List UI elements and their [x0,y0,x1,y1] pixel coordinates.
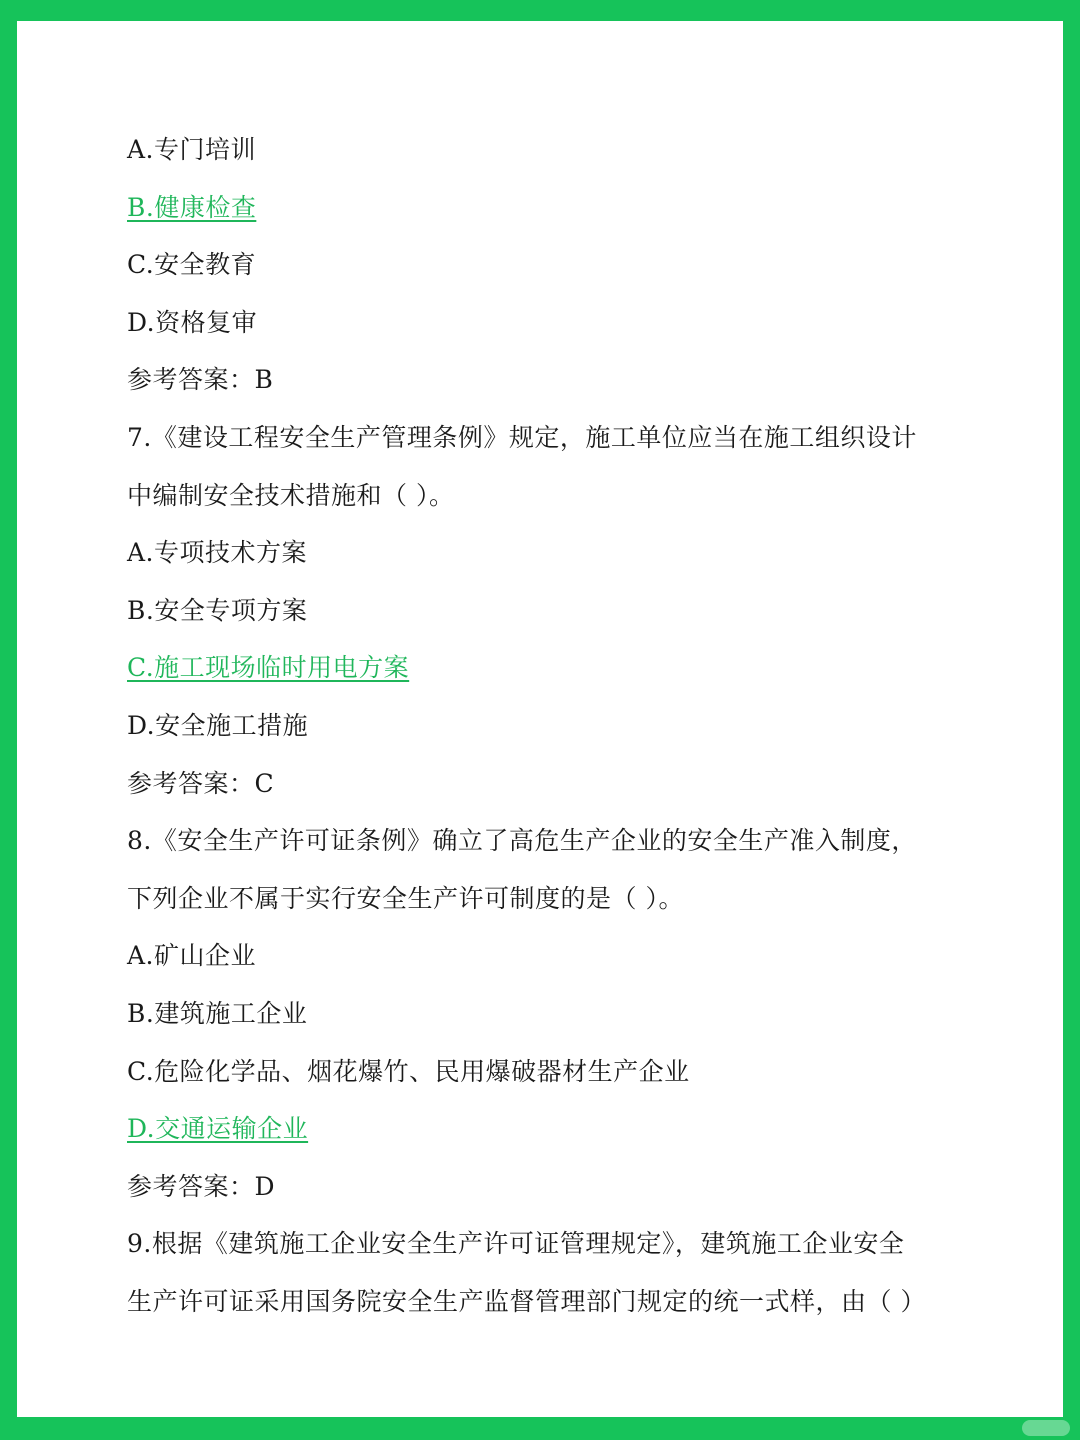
line-text: 参考答案：D [127,1171,276,1201]
document-page [17,21,1063,1417]
line-text: C.安全教育 [127,250,257,280]
correct-option-line [127,639,987,697]
text-line [127,985,987,1043]
line-text: B.安全专项方案 [127,595,308,625]
text-line [127,351,987,409]
line-text: A.专门培训 [127,135,257,164]
line-text: 8.《安全生产许可证条例》确立了高危生产企业的安全生产准入制度， [127,826,917,856]
line-text: A.矿山企业 [127,941,257,971]
line-text: C.危险化学品、烟花爆竹、民用爆破器材生产企业 [127,1056,690,1086]
text-line [127,697,987,755]
line-text: 参考答案：C [127,768,275,798]
text-line [127,582,987,640]
text-line [127,1215,987,1273]
text-line [127,121,987,179]
text-line [127,409,987,467]
text-line [127,1273,987,1331]
line-text: 9.根据《建筑施工企业安全生产许可证管理规定》，建筑施工企业安全 [127,1229,905,1259]
line-text: 生产许可证采用国务院安全生产监督管理部门规定的统一式样，由（ ） [127,1286,926,1316]
text-line [127,755,987,813]
text-line [127,236,987,294]
text-line [127,467,987,525]
text-line [127,870,987,928]
line-text: B.建筑施工企业 [127,998,308,1028]
line-text: D.安全施工措施 [127,710,309,740]
text-line [127,812,987,870]
line-text: 7.《建设工程安全生产管理条例》规定，施工单位应当在施工组织设计 [127,422,917,452]
text-line [127,524,987,582]
line-text: 参考答案：B [127,365,274,395]
correct-option-line [127,179,987,237]
correct-option-line [127,1100,987,1158]
text-line [127,1158,987,1216]
watermark-badge [1022,1420,1070,1436]
line-text: B.健康检查 [127,192,257,222]
text-line [127,294,987,352]
line-text: 下列企业不属于实行安全生产许可制度的是（ ）。 [127,883,684,913]
line-text: C.施工现场临时用电方案 [127,653,410,683]
line-text: D.资格复审 [127,307,258,337]
line-text: A.专项技术方案 [127,538,308,568]
question-text-block [127,121,987,1330]
line-text: D.交通运输企业 [127,1114,309,1144]
text-line [127,927,987,985]
text-line [127,1043,987,1101]
line-text: 中编制安全技术措施和（ ）。 [127,480,455,510]
